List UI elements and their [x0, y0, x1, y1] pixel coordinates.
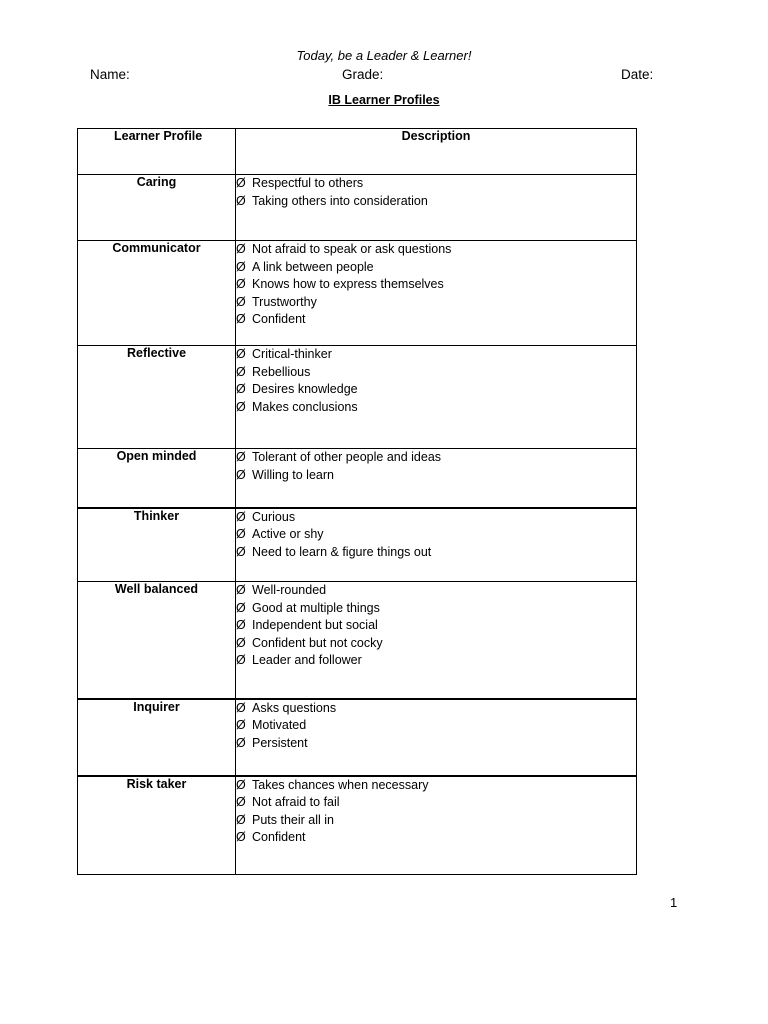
bullet-icon: Ø: [236, 653, 246, 667]
bullet-icon: Ø: [236, 700, 246, 715]
bullet-icon: Ø: [236, 795, 246, 809]
list-item: [236, 777, 636, 795]
description-list: [236, 241, 636, 329]
profile-description: [236, 582, 637, 699]
list-item: [236, 735, 636, 753]
list-item: [236, 700, 636, 718]
list-item-text: Tolerant of other people and ideas: [252, 450, 442, 464]
motto: Today, be a Leader & Learner!: [296, 48, 472, 63]
description-list: [236, 175, 636, 210]
profile-name: Risk taker: [78, 776, 236, 875]
list-item: [236, 241, 636, 259]
list-item: [236, 829, 636, 847]
list-item: [236, 364, 636, 382]
profile-name: Reflective: [78, 346, 236, 449]
list-item-text: Desires knowledge: [252, 382, 358, 396]
list-item: [236, 509, 636, 527]
list-item-text: Leader and follower: [252, 653, 362, 667]
list-item-text: Well-rounded: [252, 583, 327, 597]
bullet-icon: Ø: [236, 193, 246, 208]
profile-description: [236, 175, 637, 241]
bullet-icon: Ø: [236, 544, 246, 559]
column-header-profile: Learner Profile: [78, 129, 236, 175]
table-header-row: [78, 129, 637, 175]
bullet-icon: Ø: [236, 812, 246, 827]
list-item-text: Not afraid to fail: [252, 795, 340, 809]
description-list: [236, 582, 636, 670]
table-row: [78, 699, 637, 776]
list-item: [236, 717, 636, 735]
list-item: [236, 381, 636, 399]
profile-description: [236, 346, 637, 449]
list-item: [236, 794, 636, 812]
list-item-text: Rebellious: [252, 364, 311, 379]
list-item: [236, 635, 636, 653]
profile-name: Inquirer: [78, 699, 236, 776]
description-list: [236, 700, 636, 753]
list-item-text: Asks questions: [252, 700, 337, 715]
list-item: [236, 311, 636, 329]
list-item: [236, 175, 636, 193]
list-item-text: Confident: [252, 830, 306, 844]
profile-name: Caring: [78, 175, 236, 241]
list-item-text: Good at multiple things: [252, 600, 380, 615]
bullet-icon: Ø: [236, 509, 246, 524]
grade-label: Grade:: [342, 67, 384, 82]
bullet-icon: Ø: [236, 635, 246, 650]
description-list: [236, 509, 636, 562]
list-item-text: Knows how to express themselves: [252, 277, 444, 291]
profile-name: Communicator: [78, 241, 236, 346]
list-item: [236, 467, 636, 485]
profile-description: [236, 508, 637, 582]
bullet-icon: Ø: [236, 364, 246, 379]
table-row: [78, 449, 637, 508]
list-item-text: Not afraid to speak or ask questions: [252, 242, 452, 256]
table-row: [78, 175, 637, 241]
list-item-text: Curious: [252, 509, 296, 524]
bullet-icon: Ø: [236, 312, 246, 326]
list-item-text: Trustworthy: [252, 294, 317, 309]
bullet-icon: Ø: [236, 382, 246, 396]
list-item-text: Respectful to others: [252, 176, 364, 190]
list-item: [236, 276, 636, 294]
bullet-icon: Ø: [236, 600, 246, 615]
bullet-icon: Ø: [236, 718, 246, 732]
bullet-icon: Ø: [236, 399, 246, 414]
list-item: [236, 346, 636, 364]
list-item: [236, 399, 636, 417]
list-item: [236, 259, 636, 277]
bullet-icon: Ø: [236, 735, 246, 750]
profile-description: [236, 699, 637, 776]
profile-description: [236, 776, 637, 875]
page-title: IB Learner Profiles: [328, 93, 440, 107]
list-item-text: Makes conclusions: [252, 399, 358, 414]
table-row: [78, 241, 637, 346]
list-item-text: Takes chances when necessary: [252, 777, 429, 792]
list-item-text: Independent but social: [252, 618, 378, 632]
list-item-text: Active or shy: [252, 527, 324, 541]
bullet-icon: Ø: [236, 176, 246, 190]
bullet-icon: Ø: [236, 583, 246, 597]
list-item: [236, 617, 636, 635]
bullet-icon: Ø: [236, 277, 246, 291]
list-item-text: Confident: [252, 312, 306, 326]
description-list: [236, 777, 636, 847]
list-item-text: Willing to learn: [252, 467, 334, 482]
column-header-description: Description: [236, 129, 637, 175]
table-row: [78, 582, 637, 699]
list-item: [236, 652, 636, 670]
profile-name: Well balanced: [78, 582, 236, 699]
table-body: [78, 175, 637, 875]
description-list: [236, 346, 636, 416]
list-item-text: Persistent: [252, 735, 308, 750]
bullet-icon: Ø: [236, 618, 246, 632]
list-item-text: Confident but not cocky: [252, 635, 383, 650]
table-row: [78, 776, 637, 875]
list-item-text: Critical-thinker: [252, 347, 332, 361]
learner-profiles-table: [77, 128, 637, 875]
name-label: Name:: [90, 67, 130, 82]
date-label: Date:: [621, 67, 654, 82]
list-item-text: A link between people: [252, 259, 374, 274]
list-item-text: Need to learn & figure things out: [252, 544, 432, 559]
bullet-icon: Ø: [236, 242, 246, 256]
bullet-icon: Ø: [236, 830, 246, 844]
list-item: [236, 449, 636, 467]
bullet-icon: Ø: [236, 777, 246, 792]
profile-description: [236, 241, 637, 346]
list-item: [236, 526, 636, 544]
bullet-icon: Ø: [236, 467, 246, 482]
list-item-text: Motivated: [252, 718, 307, 732]
profile-description: [236, 449, 637, 508]
list-item: [236, 600, 636, 618]
profile-name: Open minded: [78, 449, 236, 508]
table-row: [78, 508, 637, 582]
list-item: [236, 193, 636, 211]
bullet-icon: Ø: [236, 259, 246, 274]
table-row: [78, 346, 637, 449]
page-number: 1: [670, 895, 678, 910]
profile-name: Thinker: [78, 508, 236, 582]
list-item-text: Taking others into consideration: [252, 193, 428, 208]
list-item: [236, 544, 636, 562]
list-item: [236, 812, 636, 830]
description-list: [236, 449, 636, 484]
list-item-text: Puts their all in: [252, 812, 334, 827]
bullet-icon: Ø: [236, 450, 246, 464]
list-item: [236, 582, 636, 600]
bullet-icon: Ø: [236, 347, 246, 361]
bullet-icon: Ø: [236, 294, 246, 309]
list-item: [236, 294, 636, 312]
bullet-icon: Ø: [236, 527, 246, 541]
